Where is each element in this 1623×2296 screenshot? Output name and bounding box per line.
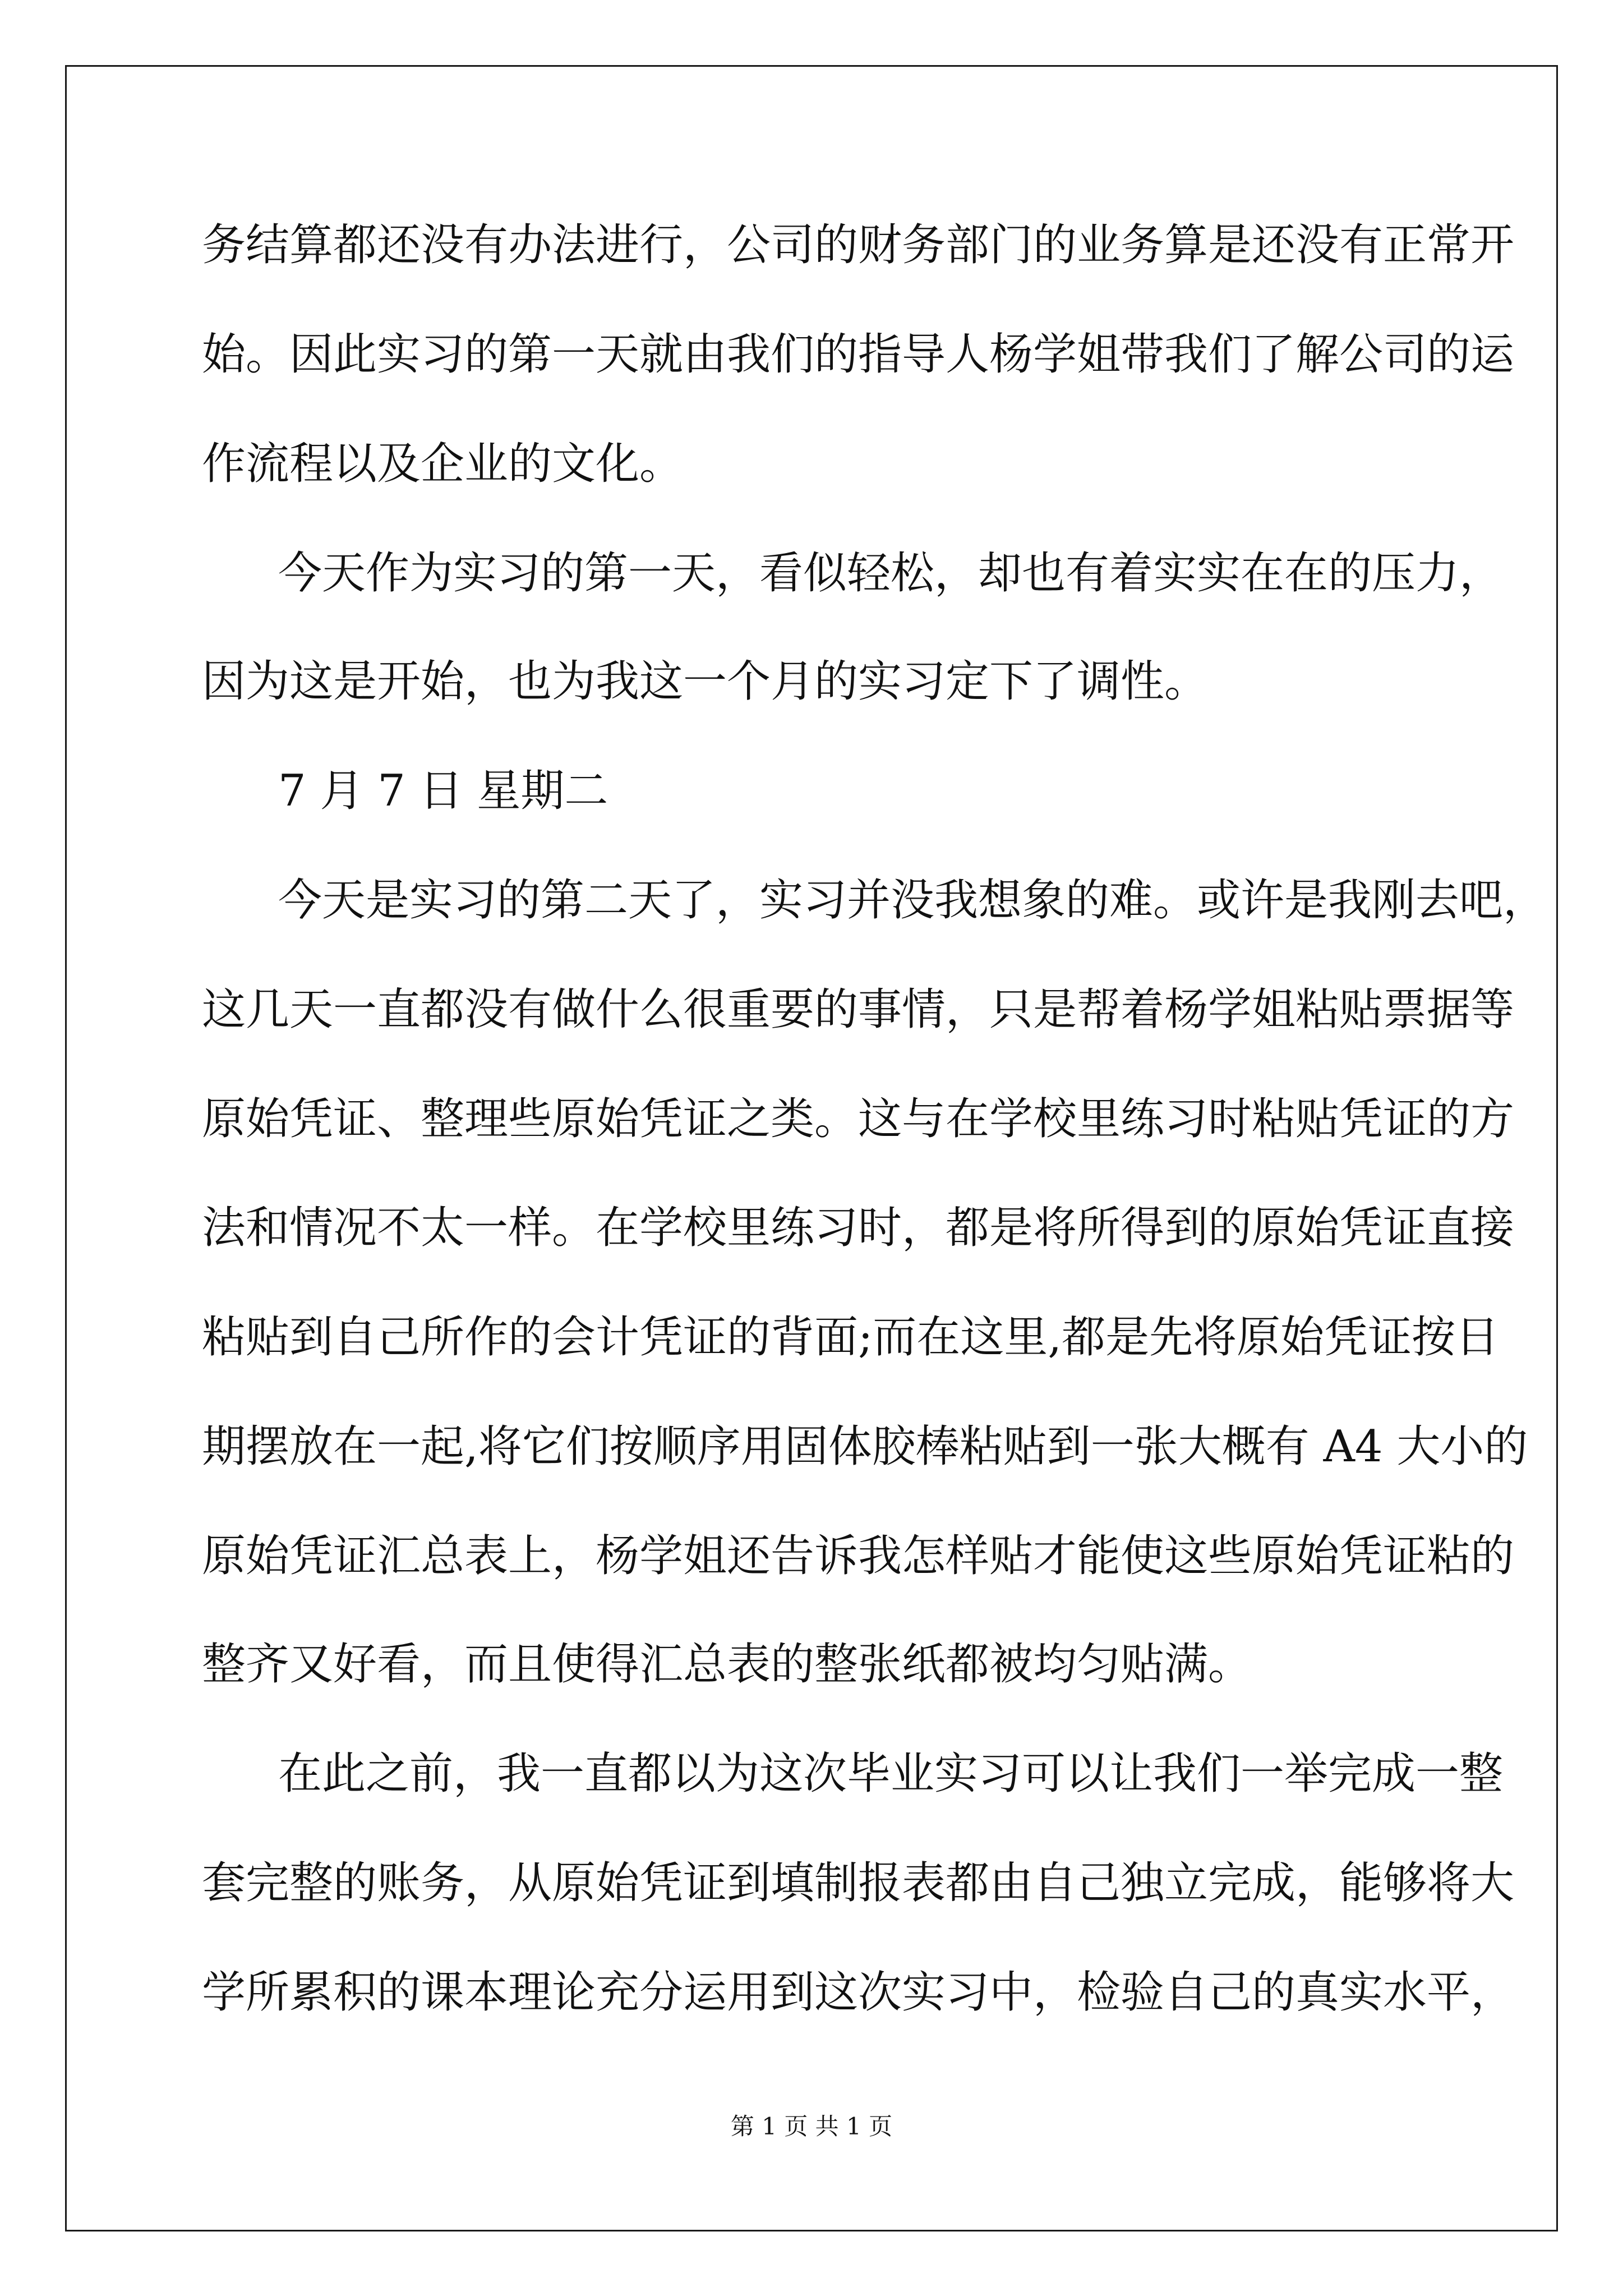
text-line: 粘贴到自己所作的会计凭证的背面;而在这里,都是先将原始凭证按日 — [202, 1312, 1500, 1363]
text-line: 作流程以及企业的文化。 — [202, 439, 684, 489]
text-line: 因为这是开始，也为我这一个月的实习定下了调性。 — [202, 656, 1209, 707]
date-heading: 7 月 7 日 星期二 — [278, 766, 608, 816]
text-line: 今天是实习的第二天了，实习并没我想象的难。或许是我刚去吧， — [278, 875, 1547, 926]
page-footer: 第 1 页 共 1 页 — [730, 2113, 893, 2140]
text-line: 套完整的账务，从原始凭证到填制报表都由自己独立完成，能够将大 — [202, 1858, 1515, 1908]
text-line: 原始凭证汇总表上，杨学姐还告诉我怎样贴才能使这些原始凭证粘的 — [202, 1531, 1515, 1581]
text-line: 期摆放在一起,将它们按顺序用固体胶棒粘贴到一张大概有 A4 大小的 — [202, 1421, 1528, 1472]
text-line: 今天作为实习的第一天，看似轻松，却也有着实实在在的压力， — [278, 548, 1504, 599]
text-line: 始。因此实习的第一天就由我们的指导人杨学姐带我们了解公司的运 — [202, 329, 1515, 380]
text-line: 在此之前，我一直都以为这次毕业实习可以让我们一举完成一整 — [278, 1749, 1504, 1799]
text-line: 这几天一直都没有做什么很重要的事情，只是帮着杨学姐粘贴票据等 — [202, 984, 1515, 1035]
text-line: 法和情况不太一样。在学校里练习时，都是将所得到的原始凭证直接 — [202, 1203, 1515, 1253]
text-line: 务结算都还没有办法进行，公司的财务部门的业务算是还没有正常开 — [202, 220, 1515, 270]
text-line: 学所累积的课本理论充分运用到这次实习中，检验自己的真实水平， — [202, 1967, 1515, 2018]
text-line: 整齐又好看，而且使得汇总表的整张纸都被均匀贴满。 — [202, 1639, 1252, 1690]
text-line: 原始凭证、整理些原始凭证之类。这与在学校里练习时粘贴凭证的方 — [202, 1094, 1515, 1144]
